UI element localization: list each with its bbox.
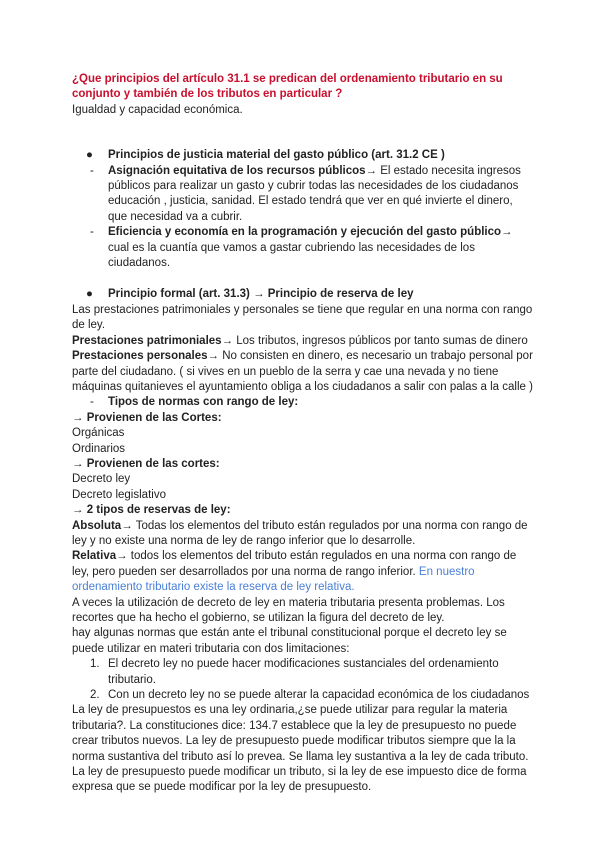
list-item: 2. Con un decreto ley no se puede alterar la capacidad económica de los ciudadanos xyxy=(90,689,530,702)
section-title: Principios de justicia material del gasto público (art. 31.2 CE ) xyxy=(108,149,445,162)
list-item: - Asignación equitativa de los recursos públicos→ El estado necesita ingresos públicos para realizar un gasto y cubrir todas las necesidades de los ciudadanos educación , justicia, sanidad. El estado tendrá que ver en qué invierte el dinero, que necesidad va a cubrir. xyxy=(90,164,521,223)
section-principio-formal xyxy=(72,287,534,302)
question-heading: ¿Que principios del artículo 31.1 se predican del ordenamiento tributario en su conjunto y también de los tributos en particular ? xyxy=(72,73,503,101)
list-item: 1. El decreto ley no puede hacer modificaciones sustanciales del ordenamiento tributario. xyxy=(90,658,499,686)
bullet-icon: ● xyxy=(86,149,93,162)
document-page: ¿Que principios del artículo 31.1 se predican del ordenamiento tributario en su conjunto y también de los tributos en particular ? Igualdad y capacidad económica. ● Principios de justicia material del gasto público (art. 31.2 CE ) - Asignación equitativa de los recursos públicos→ El estado necesita ingresos públicos para realizar un gasto y cubrir todas las necesidades de los ciudadanos educación , justicia, sanidad. El estado tendrá que ver en qué invierte el dinero, que necesidad va a cubrir. - Eficiencia y economía en la programación y ejecución del gasto público→ cual es la cuantía que vamos a gastar cubriendo las necesidades de los ciudadanos. ● Principio formal (art. 31.3) → Principio de reserva de ley Las prestaciones patrimoniales y personales se tiene que regular en una norma con rango de ley. Prestaciones patrimoniales→ Los tributos, ingresos públicos por tanto sumas de dinero Prestaciones personales→ No consisten en dinero, es necesario un trabajo personal por parte del ciudadano. ( si vives en un pueblo de la serra y cae una nevada y no tiene máquinas quitanieves el ayuntamiento obliga a los ciudadanos a salir con palas a la calle ) - Tipos de normas con rango de ley: → Provienen de las Cortes: Orgánicas Ordinarios → Provienen de las cortes: Decreto ley Decreto legislativo → 2 tipos de reservas de ley: Absoluta→ Todas los elementos del tributo están regulados por una norma con rango de ley y no existe una norma de ley de rango inferior que lo desarrolle. Relativa→ todos los elementos del tributo están regulados en una norma con rango de ley, pero pueden ser desarrollados por una norma de rango inferior. En nuestro ordenamiento tributario existe la reserva de ley relativa. A veces la utilización de decreto de ley en materia tributaria presenta problemas. Los recortes que ha hecho el gobierno, se utilizan la figura del decreto de ley. hay algunas normas que están ante el tribunal constitucional porque el decreto ley se puede utilizar en materi tributaria con dos limitaciones: 1. El decreto ley no puede hacer modificaciones sustanciales del ordenamiento tributario. 2. Con un decreto ley no se puede alterar la capacidad económica de los ciudadanos La ley de presupuestos es una ley ordinaria,¿se puede utilizar para regular la materia tributaria?. La constituciones dice: 134.7 establece que la ley de presupuesto no puede crear tributos nuevos. La ley de presupuesto puede modificar tributos siempre que la la norma sustantiva del tributo así lo prevea. Se llama ley sustantiva a la ley de cada tributo. La ley de presupuesto puede modificar un tributo, si la ley de ese impuesto dice de forma expresa que se puede modificar por la ley de presupuesto. xyxy=(72,73,533,794)
answer-text: Igualdad y capacidad económica. xyxy=(72,103,243,116)
bullet-icon: ● xyxy=(86,288,93,301)
section-justicia-material xyxy=(72,148,534,163)
section-title: Principio formal (art. 31.3) → Principio de reserva de ley xyxy=(108,288,414,301)
list-item: - Eficiencia y economía en la programación y ejecución del gasto público→ cual es la cuantía que vamos a gastar cubriendo las necesidades de los ciudadanos. xyxy=(90,226,513,270)
